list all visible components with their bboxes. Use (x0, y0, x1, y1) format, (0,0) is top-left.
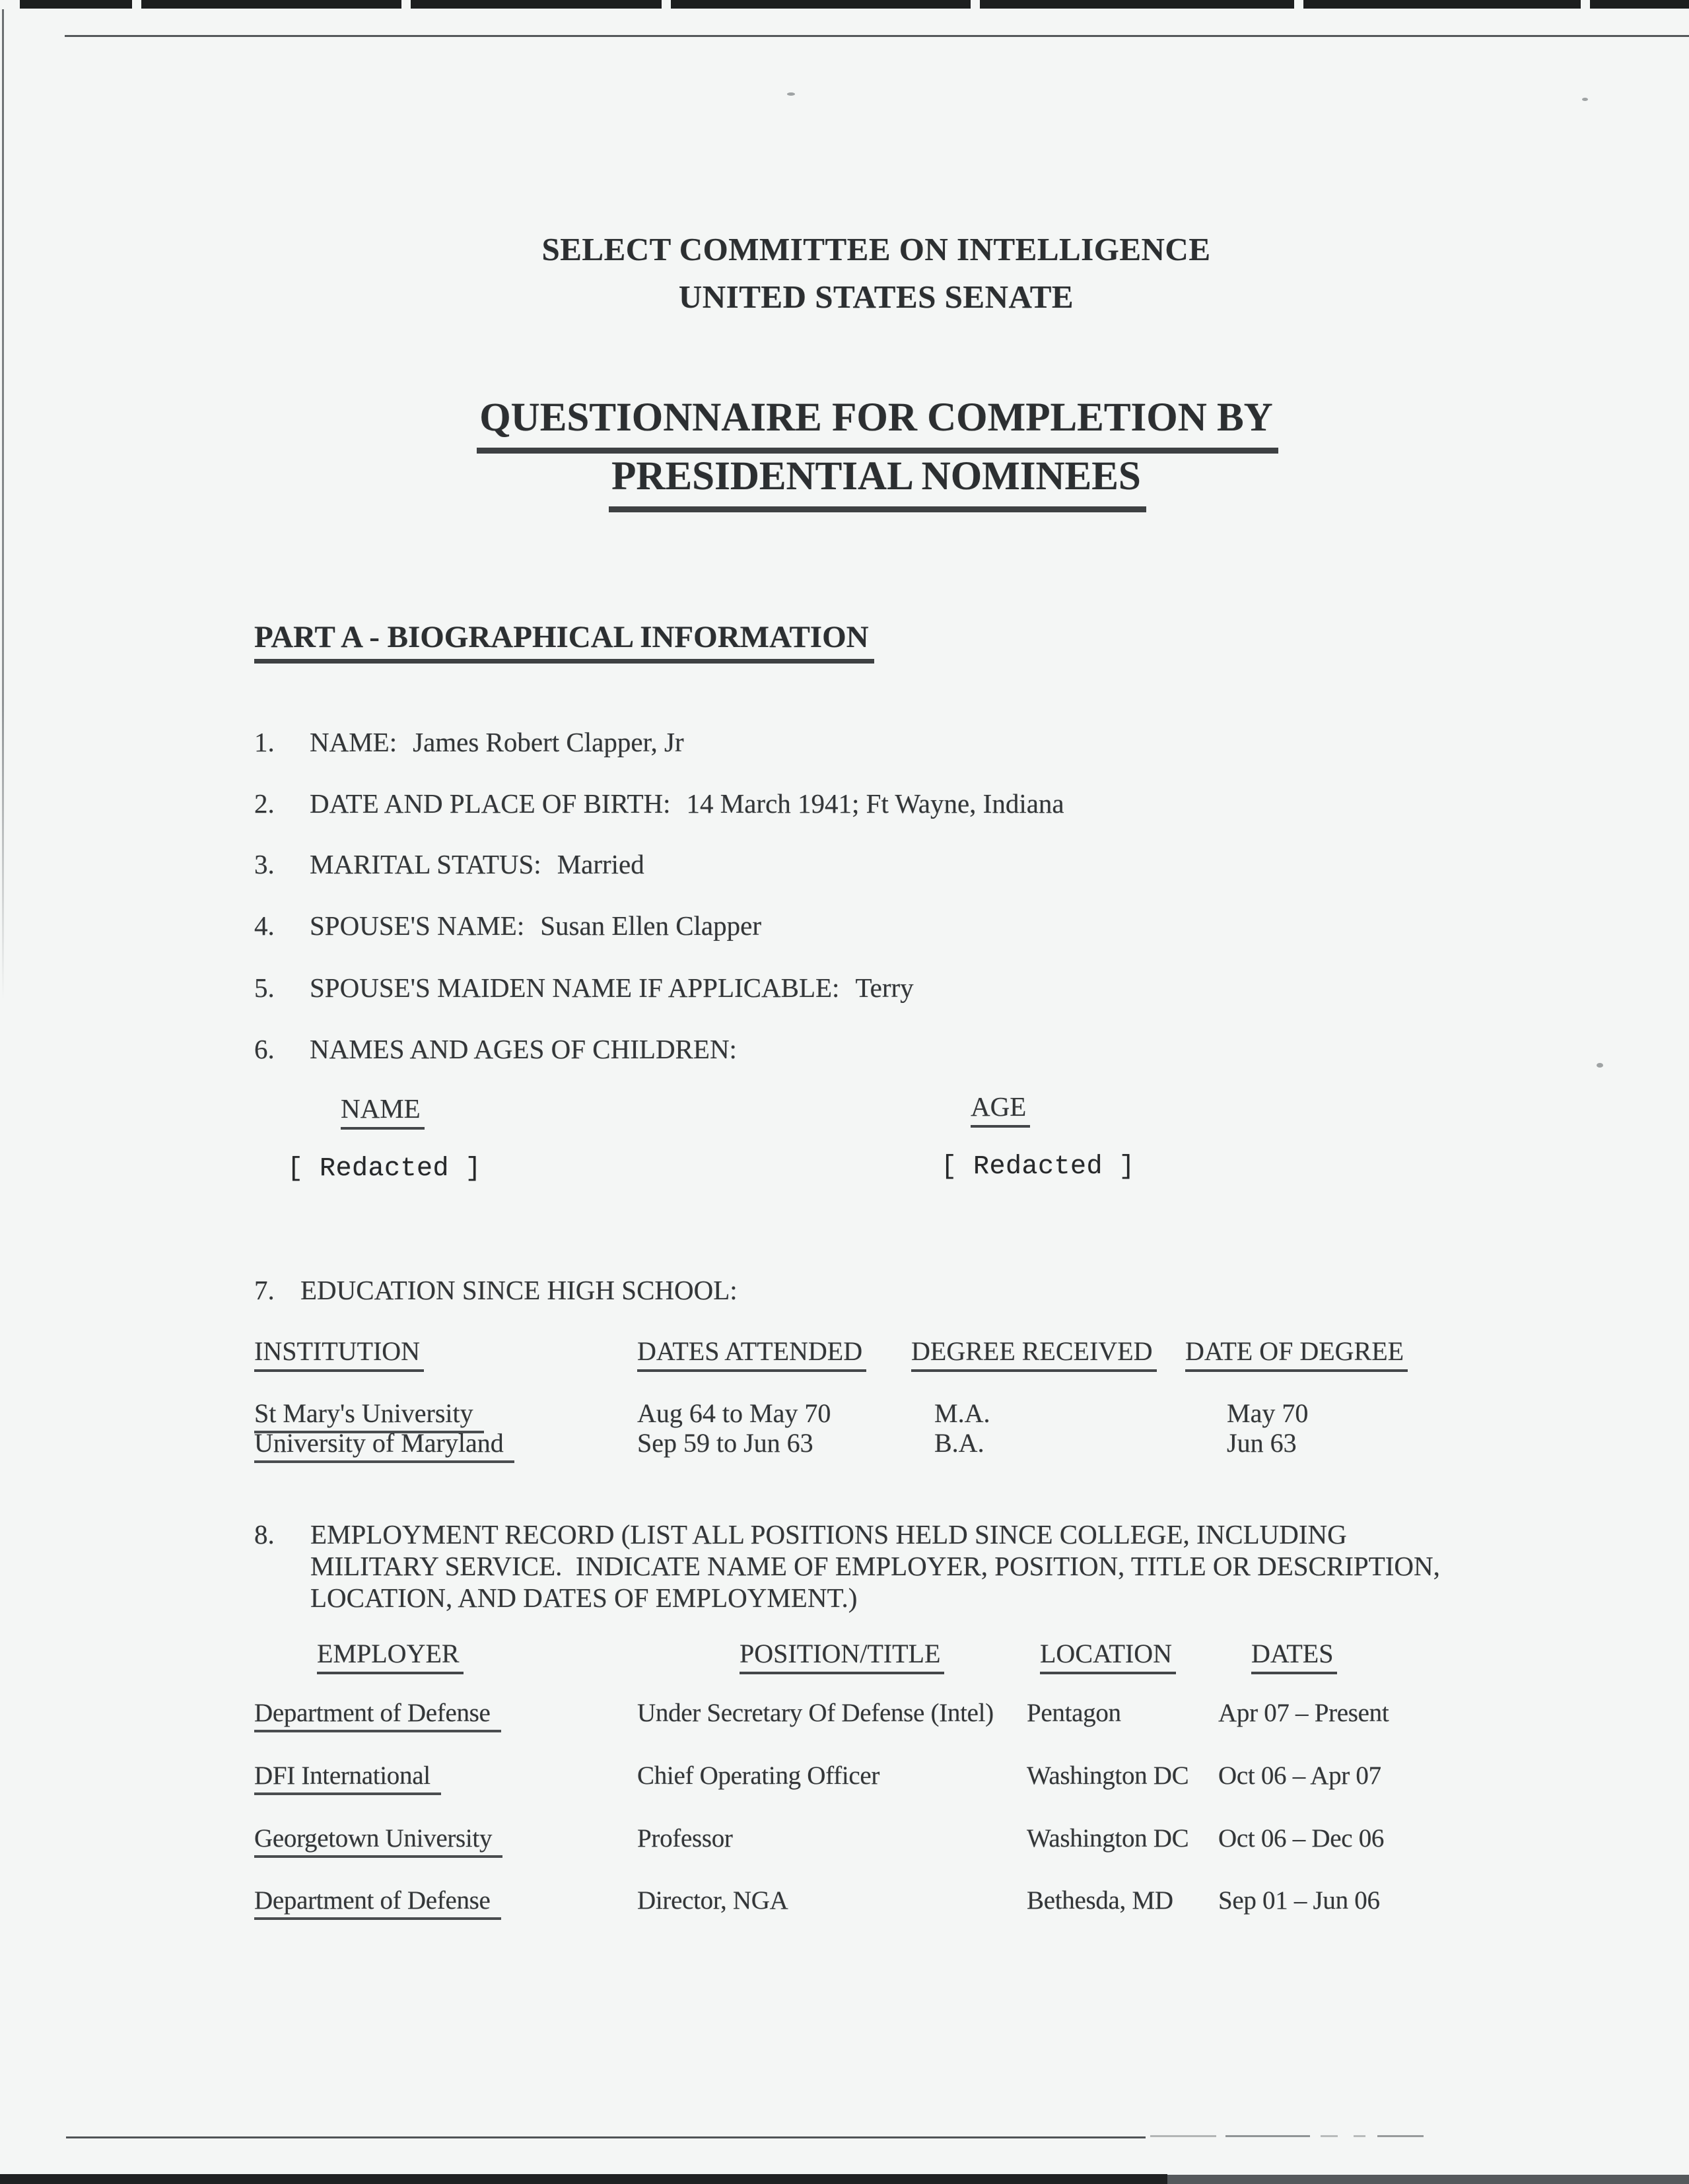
scan-bottom-bar-faded (1167, 2175, 1689, 2184)
employment-row (254, 1698, 1641, 1739)
item-spouse-maiden-name (254, 972, 914, 1004)
column-header-date-of-degree: DATE OF DEGREE (1185, 1336, 1408, 1372)
scan-speck (1582, 98, 1588, 101)
scan-top-bar-segment (1303, 0, 1581, 9)
item-number: 5. (254, 973, 275, 1003)
letterhead (0, 226, 1689, 321)
location: Pentagon (1027, 1699, 1121, 1727)
scan-bottom-dash (1354, 2135, 1365, 2137)
education-header-row (254, 1336, 1641, 1377)
item-label: NAMES AND AGES OF CHILDREN: (310, 1034, 737, 1064)
item-name (254, 726, 684, 758)
employment-row (254, 1824, 1641, 1864)
employer: Department of Defense (254, 1698, 501, 1732)
institution: University of Maryland (254, 1427, 514, 1463)
position-title: Under Secretary Of Defense (Intel) (637, 1699, 994, 1727)
institution: St Mary's University (254, 1398, 484, 1433)
position-title: Chief Operating Officer (637, 1761, 880, 1790)
employment-heading-line: LOCATION, AND DATES OF EMPLOYMENT.) (310, 1583, 858, 1613)
item-value: 14 March 1941; Ft Wayne, Indiana (686, 788, 1064, 819)
scan-speck (787, 92, 795, 96)
scan-bottom-bar (0, 2174, 1167, 2184)
location: Washington DC (1027, 1761, 1189, 1790)
item-birth (254, 788, 1064, 819)
item-value: Married (557, 849, 644, 879)
document-title-line2: PRESIDENTIAL NOMINEES (609, 454, 1146, 512)
senate-name: UNITED STATES SENATE (678, 279, 1074, 315)
dates: Apr 07 – Present (1218, 1699, 1389, 1727)
children-name-redacted: [ Redacted ] (287, 1154, 482, 1184)
children-age-redacted: [ Redacted ] (941, 1152, 1136, 1182)
dates: Oct 06 – Apr 07 (1218, 1761, 1381, 1790)
document-title (0, 395, 1689, 512)
employment-row (254, 1886, 1641, 1927)
item-value: Susan Ellen Clapper (540, 910, 761, 941)
location: Bethesda, MD (1027, 1886, 1173, 1915)
scan-speck (1597, 1063, 1603, 1068)
item-number: 1. (254, 727, 275, 757)
employer: DFI International (254, 1761, 441, 1795)
scan-bottom-dash (1150, 2135, 1216, 2137)
employment-row (254, 1761, 1641, 1802)
part-a-heading: PART A - BIOGRAPHICAL INFORMATION (254, 619, 874, 664)
children-name-header: NAME (341, 1093, 425, 1130)
scan-bottom-dash (1321, 2135, 1338, 2137)
scan-top-bar-segment (671, 0, 971, 9)
degree-received: M.A. (934, 1398, 990, 1428)
degree-received: B.A. (934, 1428, 984, 1458)
committee-name: SELECT COMMITTEE ON INTELLIGENCE (541, 231, 1211, 267)
item-value: Terry (855, 973, 914, 1003)
item-value: James Robert Clapper, Jr (413, 727, 684, 757)
dates-attended: Sep 59 to Jun 63 (637, 1428, 813, 1458)
item-number: 2. (254, 788, 275, 819)
item-children (254, 1033, 753, 1065)
item-label: NAME: (310, 727, 397, 757)
location: Washington DC (1027, 1824, 1189, 1853)
dates-attended: Aug 64 to May 70 (637, 1398, 831, 1428)
scan-bottom-dash (1225, 2135, 1310, 2137)
item-number: 7. (254, 1275, 275, 1305)
item-spouse-name (254, 910, 761, 941)
column-header-position-title: POSITION/TITLE (740, 1638, 944, 1674)
scan-top-rule (65, 35, 1689, 37)
date-of-degree: May 70 (1227, 1398, 1309, 1428)
item-label: DATE AND PLACE OF BIRTH: (310, 788, 671, 819)
item-marital-status (254, 848, 644, 880)
education-row (254, 1427, 1641, 1468)
position-title: Director, NGA (637, 1886, 788, 1915)
position-title: Professor (637, 1824, 733, 1853)
column-header-degree-received: DEGREE RECEIVED (911, 1336, 1157, 1372)
date-of-degree: Jun 63 (1227, 1428, 1297, 1458)
scan-bottom-rule (66, 2136, 1146, 2138)
scan-top-bar-segment (141, 0, 401, 9)
scan-top-bar-segment (1590, 0, 1689, 9)
item-number: 8. (254, 1519, 275, 1550)
employment-header-row (254, 1638, 1641, 1679)
column-header-institution: INSTITUTION (254, 1336, 424, 1372)
dates: Sep 01 – Jun 06 (1218, 1886, 1380, 1915)
item-label: MARITAL STATUS: (310, 849, 541, 879)
employer: Department of Defense (254, 1886, 501, 1920)
scan-top-bar-segment (411, 0, 662, 9)
scan-top-bar-segment (20, 0, 132, 9)
employment-heading-line: EMPLOYMENT RECORD (LIST ALL POSITIONS HELD SINCE COLLEGE, INCLUDING (310, 1519, 1347, 1550)
employer: Georgetown University (254, 1824, 502, 1858)
scan-bottom-dash (1377, 2135, 1424, 2137)
item-label: SPOUSE'S MAIDEN NAME IF APPLICABLE: (310, 973, 840, 1003)
column-header-employer: EMPLOYER (317, 1638, 464, 1674)
scan-top-bar-segment (980, 0, 1294, 9)
item-number: 4. (254, 910, 275, 941)
column-header-dates-attended: DATES ATTENDED (637, 1336, 866, 1372)
employment-heading (254, 1519, 1440, 1614)
document-title-line1: QUESTIONNAIRE FOR COMPLETION BY (477, 395, 1278, 454)
column-header-location: LOCATION (1040, 1638, 1176, 1674)
item-label: SPOUSE'S NAME: (310, 910, 525, 941)
dates: Oct 06 – Dec 06 (1218, 1824, 1385, 1853)
item-number: 6. (254, 1034, 275, 1064)
item-number: 3. (254, 849, 275, 879)
education-heading: 7. EDUCATION SINCE HIGH SCHOOL: (254, 1275, 738, 1305)
column-header-dates: DATES (1251, 1638, 1337, 1674)
children-age-header: AGE (971, 1091, 1030, 1128)
employment-heading-line: MILITARY SERVICE. INDICATE NAME OF EMPLOYER, POSITION, TITLE OR DESCRIPTION, (310, 1551, 1440, 1581)
